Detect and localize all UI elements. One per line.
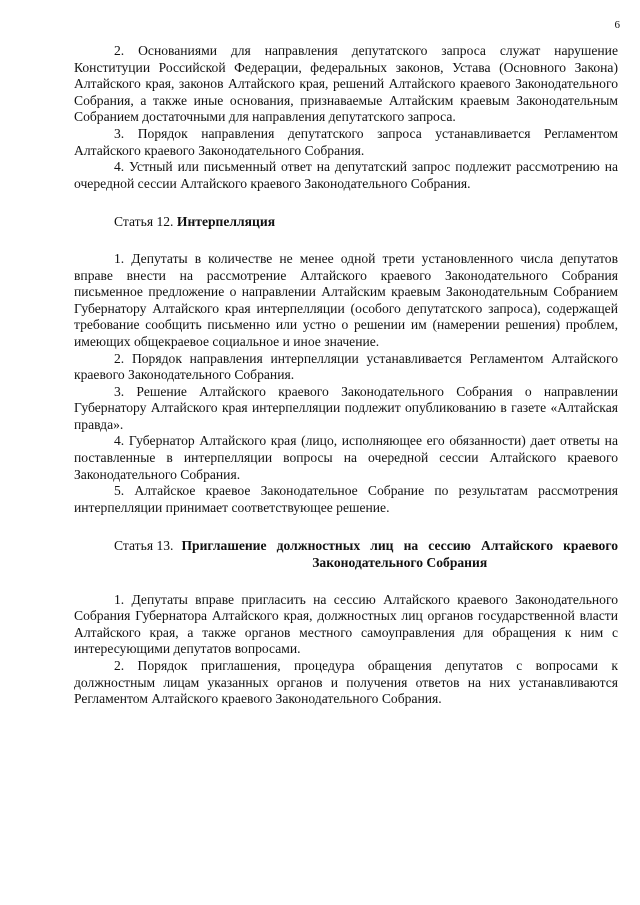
page-number: 6 bbox=[614, 19, 620, 31]
article-13-paragraph-1: 1. Депутаты вправе пригласить на сессию Алтайского краевого Законодательного Собрания Губернатора Алтайского края, должностных лиц органов государственной власти Алтайского края, а также органов местного самоуправления для обращения к ним с интересующими депутатов вопросами. bbox=[74, 591, 618, 657]
article-12-paragraph-4: 4. Губернатор Алтайского края (лицо, исполняющее его обязанности) дает ответы на поставленные в интерпелляции вопросы на очередной сессии Алтайского краевого Законодательного Собрания. bbox=[74, 433, 618, 482]
article-12-heading bbox=[74, 214, 618, 231]
article-12-paragraph-1: 1. Депутаты в количестве не менее одной трети установленного числа депутатов вправе внести на рассмотрение Алтайского краевого Законодательного Собрания письменное предложение о направлении Алтайским краевым Законодательным Собранием Губернатору Алтайского края интерпелляции (особого депутатского запроса), содержащей требование сообщить письменно или устно о решении им (намерении решения) проблем, имеющих общекраевое социальное и иное значение. bbox=[74, 250, 618, 349]
article-11-paragraph-3: 3. Порядок направления депутатского запроса устанавливается Регламентом Алтайского краевого Законодательного Собрания. bbox=[74, 125, 618, 158]
document-body bbox=[74, 43, 618, 708]
article-13-label: Статья 13. bbox=[114, 538, 174, 554]
article-12-paragraph-3: 3. Решение Алтайского краевого Законодательного Собрания о направлении Губернатору Алтайского края интерпелляции подлежит опубликованию в газете «Алтайская правда». bbox=[74, 383, 618, 432]
article-12-paragraph-2: 2. Порядок направления интерпелляции устанавливается Регламентом Алтайского краевого Законодательного Собрания. bbox=[74, 350, 618, 383]
article-12-label: Статья 12. bbox=[114, 214, 174, 230]
article-11-paragraph-4: 4. Устный или письменный ответ на депутатский запрос подлежит рассмотрению на очередной сессии Алтайского краевого Законодательного Собрания. bbox=[74, 159, 618, 191]
article-13-paragraph-2: 2. Порядок приглашения, процедура обращения депутатов с вопросами к должностным лицам указанных органов и получения ответов на них устанавливаются Регламентом Алтайского краевого Законодательного Собрания. bbox=[74, 658, 618, 707]
article-13-title: Приглашение должностных лиц на сессию Алтайского краевого Законодательного Собрания bbox=[181, 538, 618, 571]
article-12-paragraph-5: 5. Алтайское краевое Законодательное Собрание по результатам рассмотрения интерпелляции принимает соответствующее решение. bbox=[74, 483, 618, 515]
article-13-heading bbox=[74, 538, 618, 571]
article-12-title: Интерпелляция bbox=[176, 214, 276, 230]
article-11-paragraph-2: 2. Основаниями для направления депутатского запроса служат нарушение Конституции Российской Федерации, федеральных законов, Устава (Основного Закона) Алтайского края, законов Алтайского края, решений Алтайского краевого Законодательного Собрания, а также иные основания, признаваемые Алтайским краевым Законодательным Собранием достаточными для направления депутатского запроса. bbox=[74, 43, 618, 125]
